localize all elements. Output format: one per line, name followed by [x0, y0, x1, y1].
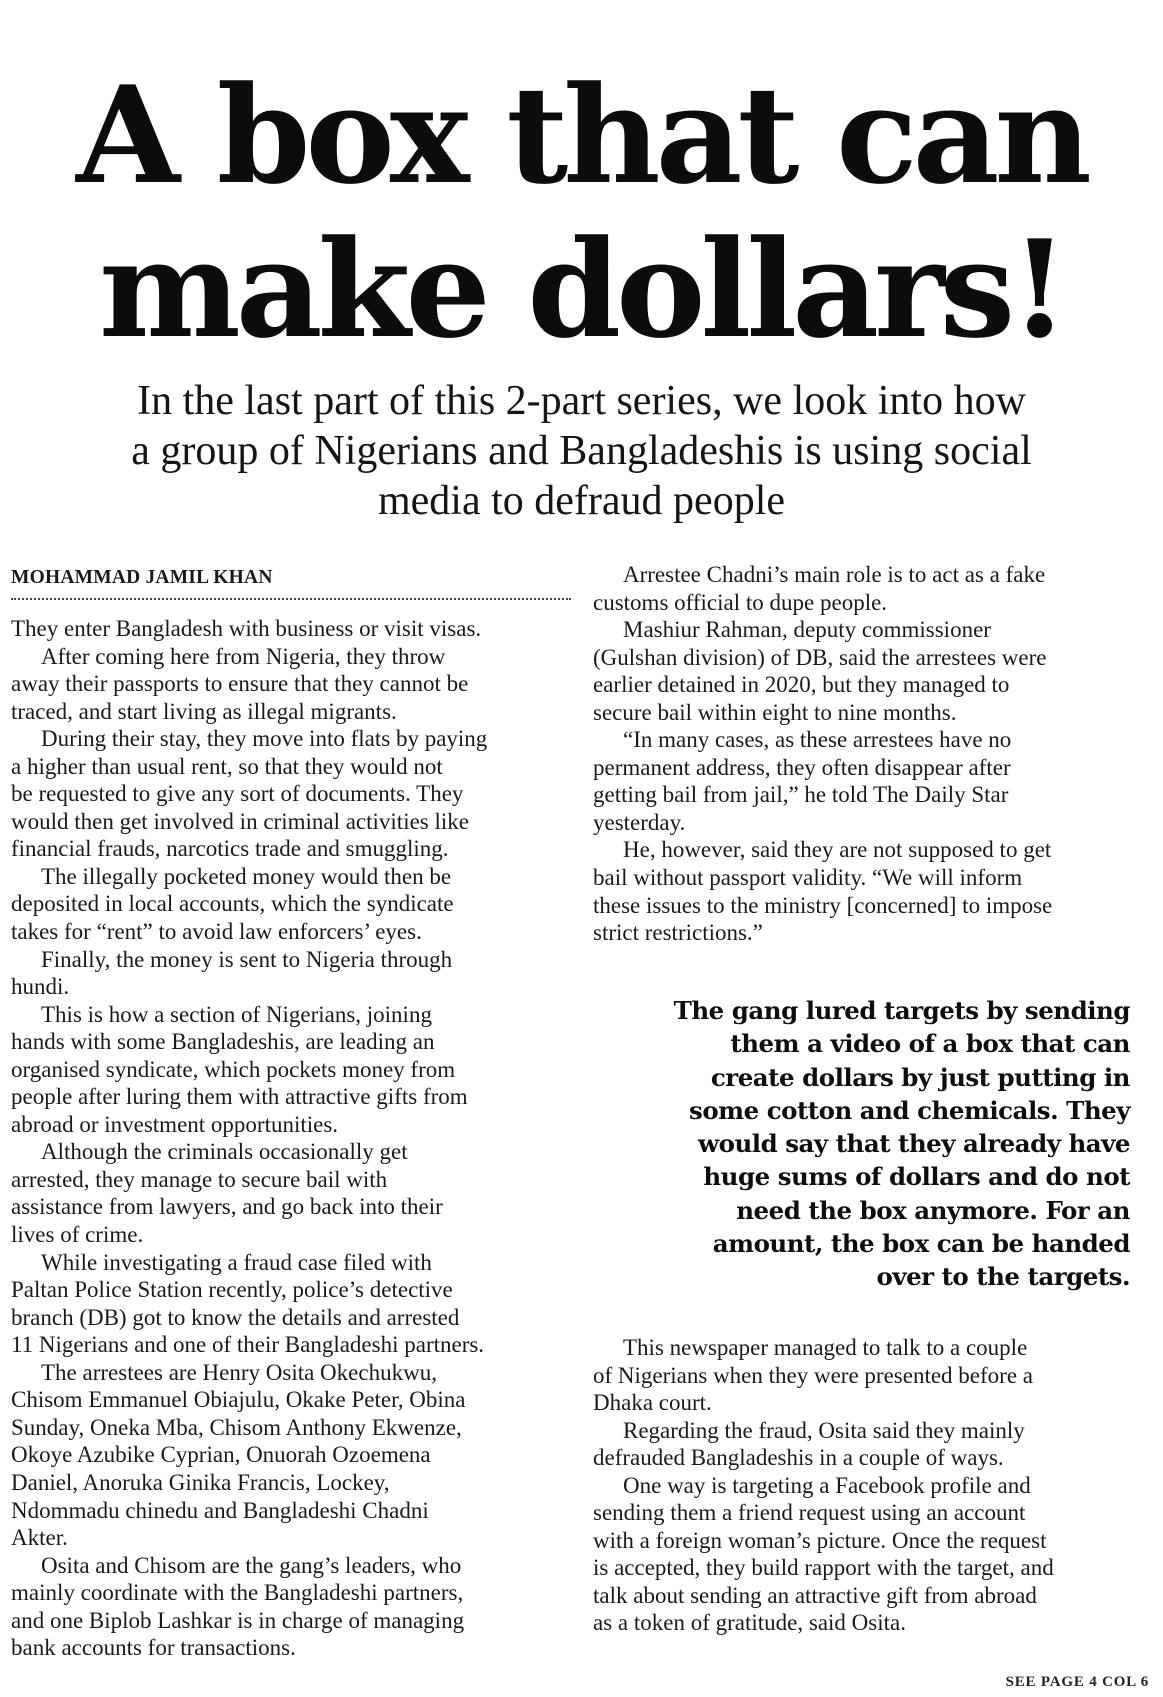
- text-line: (Gulshan division) of DB, said the arrestees were: [593, 644, 1047, 670]
- text-line: While investigating a fraud case filed with: [41, 1249, 432, 1275]
- text-line: Although the criminals occasionally get: [41, 1139, 408, 1165]
- text-line: customs official to dupe people.: [593, 589, 888, 615]
- text-line: permanent address, they often disappear after: [593, 754, 1011, 780]
- text-line: Dhaka court.: [593, 1390, 712, 1416]
- text-line: During their stay, they move into flats by paying: [41, 726, 488, 752]
- text-line: Ndommadu chinedu and Bangladeshi Chadni: [11, 1497, 429, 1523]
- pull-quote-line: huge sums of dollars and do not: [703, 1162, 1130, 1192]
- headline: [0, 58, 1163, 366]
- text-line: a higher than usual rent, so that they would not: [11, 753, 443, 779]
- pull-quote-line: amount, the box can be handed: [712, 1229, 1130, 1259]
- text-line: arrested, they manage to secure bail with: [11, 1166, 388, 1192]
- text-line: 11 Nigerians and one of their Bangladeshi partners.: [11, 1332, 485, 1358]
- text-line: This newspaper managed to talk to a couple: [623, 1335, 1028, 1360]
- text-line: They enter Bangladesh with business or visit visas.: [11, 616, 482, 641]
- text-line: mainly coordinate with the Bangladeshi partners,: [11, 1580, 464, 1606]
- text-line: bail without passport validity. “We will inform: [593, 865, 1023, 891]
- text-line: Finally, the money is sent to Nigeria through: [41, 946, 453, 972]
- text-line: assistance from lawyers, and go back into their: [11, 1194, 443, 1220]
- text-line: lives of crime.: [11, 1222, 144, 1248]
- text-line: Okoye Azubike Cyprian, Onuorah Ozoemena: [11, 1442, 431, 1468]
- text-line: branch (DB) got to know the details and arrested: [11, 1304, 460, 1330]
- deck-subheadline: [0, 376, 1163, 526]
- text-line: Chisom Emmanuel Obiajulu, Okake Peter, Obina: [11, 1387, 466, 1413]
- pull-quote-line: some cotton and chemicals. They: [689, 1095, 1130, 1125]
- text-line: Mashiur Rahman, deputy commissioner: [623, 617, 991, 643]
- text-line: defrauded Bangladeshis in a couple of ways.: [593, 1445, 1004, 1471]
- headline-line: make dollars!: [99, 210, 1064, 368]
- text-line: This is how a section of Nigerians, joining: [41, 1001, 432, 1027]
- article-column-left: [11, 615, 576, 1662]
- text-line: is accepted, they build rapport with the target, and: [593, 1555, 1054, 1581]
- text-line: bank accounts for transactions.: [11, 1635, 296, 1661]
- text-line: deposited in local accounts, which the syndicate: [11, 891, 454, 917]
- text-line: sending them a friend request using an account: [593, 1500, 1026, 1526]
- pull-quote: [570, 994, 1130, 1294]
- text-line: talk about sending an attractive gift from abroad: [593, 1582, 1037, 1608]
- text-line: and one Biplob Lashkar is in charge of managing: [11, 1607, 465, 1633]
- text-line: Arrestee Chadni’s main role is to act as a fake: [623, 562, 1046, 587]
- text-line: would then get involved in criminal activities like: [11, 808, 469, 834]
- deck-line: media to defraud people: [378, 478, 785, 524]
- text-line: He, however, said they are not supposed to get: [623, 837, 1052, 863]
- byline: MOHAMMAD JAMIL KHAN: [11, 567, 273, 588]
- text-line: these issues to the ministry [concerned] to impose: [593, 892, 1053, 918]
- byline-dotted-rule: [11, 598, 571, 600]
- pull-quote-line: create dollars by just putting in: [710, 1062, 1130, 1092]
- jump-line: SEE PAGE 4 COL 6: [1005, 1674, 1149, 1690]
- text-line: hundi.: [11, 974, 70, 1000]
- text-line: takes for “rent” to avoid law enforcers’ eyes.: [11, 919, 422, 945]
- text-line: Akter.: [11, 1525, 68, 1551]
- text-line: with a foreign woman’s picture. Once the request: [593, 1527, 1047, 1553]
- text-line: getting bail from jail,” he told The Daily Star: [593, 782, 1009, 808]
- pull-quote-line: would say that they already have: [698, 1129, 1130, 1159]
- text-line: financial frauds, narcotics trade and smuggling.: [11, 836, 449, 862]
- deck-line: a group of Nigerians and Bangladeshis is using social: [131, 428, 1032, 474]
- text-line: Regarding the fraud, Osita said they mainly: [623, 1417, 1025, 1443]
- text-line: organised syndicate, which pockets money from: [11, 1056, 456, 1082]
- text-line: One way is targeting a Facebook profile and: [623, 1472, 1031, 1498]
- headline-line: A box that can: [76, 56, 1087, 214]
- pull-quote-line: them a video of a box that can: [730, 1029, 1130, 1059]
- text-line: abroad or investment opportunities.: [11, 1111, 339, 1137]
- text-line: away their passports to ensure that they cannot be: [11, 671, 469, 697]
- text-line: The illegally pocketed money would then be: [41, 863, 452, 889]
- text-line: of Nigerians when they were presented before a: [593, 1362, 1033, 1388]
- text-line: Osita and Chisom are the gang’s leaders, who: [41, 1552, 462, 1578]
- text-line: hands with some Bangladeshis, are leading an: [11, 1029, 435, 1055]
- article-column-right-top: [593, 561, 1153, 947]
- text-line: strict restrictions.”: [593, 920, 763, 946]
- text-line: as a token of gratitude, said Osita.: [593, 1610, 906, 1636]
- text-line: traced, and start living as illegal migrants.: [11, 698, 397, 724]
- text-line: earlier detained in 2020, but they managed to: [593, 672, 1010, 698]
- text-line: secure bail within eight to nine months.: [593, 699, 957, 725]
- text-line: Daniel, Anoruka Ginika Francis, Lockey,: [11, 1469, 390, 1495]
- pull-quote-line: over to the targets.: [876, 1262, 1130, 1292]
- deck-line: In the last part of this 2-part series, we look into how: [137, 378, 1026, 424]
- text-line: yesterday.: [593, 809, 686, 835]
- text-line: Paltan Police Station recently, police’s detective: [11, 1277, 453, 1303]
- text-line: people after luring them with attractive gifts from: [11, 1084, 468, 1110]
- pull-quote-line: The gang lured targets by sending: [673, 996, 1130, 1025]
- text-line: After coming here from Nigeria, they throw: [41, 643, 446, 669]
- text-line: “In many cases, as these arrestees have no: [623, 727, 1012, 753]
- text-line: The arrestees are Henry Osita Okechukwu,: [41, 1359, 437, 1385]
- pull-quote-line: need the box anymore. For an: [736, 1195, 1130, 1225]
- text-line: be requested to give any sort of documents. They: [11, 781, 464, 807]
- text-line: Sunday, Oneka Mba, Chisom Anthony Ekwenze,: [11, 1414, 462, 1440]
- article-column-right-bottom: [593, 1334, 1153, 1637]
